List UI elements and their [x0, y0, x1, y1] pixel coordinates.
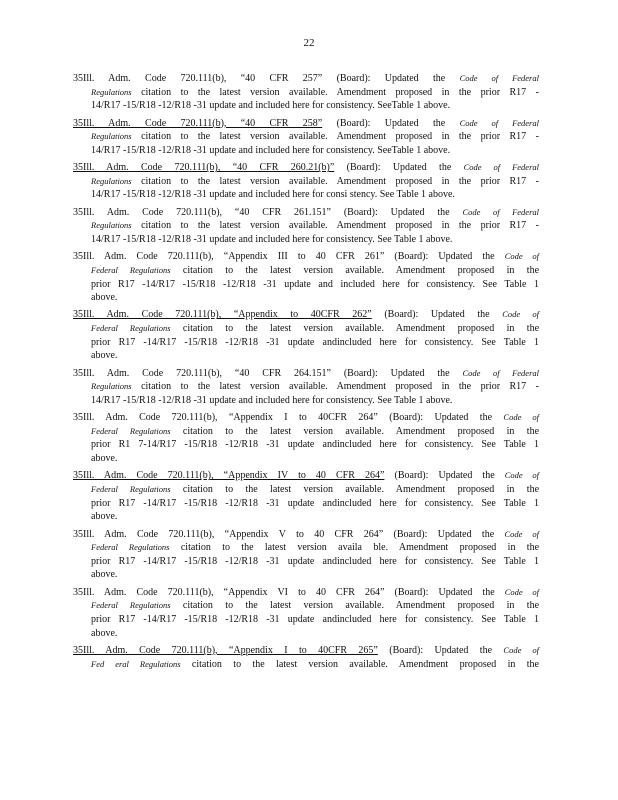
entry-heading-line	[73, 206, 539, 220]
entry-text: citation to the latest version available. Amendment proposed in the	[170, 484, 540, 495]
entry-text-line	[73, 233, 539, 247]
italic-citation-text: Federal Regulations	[91, 425, 171, 436]
amendment-entry	[73, 586, 539, 640]
entry-text-line	[73, 99, 539, 113]
italic-citation-text: Federal Regulations	[91, 264, 171, 275]
italic-citation-text: Federal Regulations	[91, 600, 171, 611]
entry-text: 14/R17 -15/R18 -12/R18 -31 update and included here for consi stency. See Table 1 above.	[91, 189, 455, 201]
entry-text-line	[73, 278, 539, 292]
italic-citation-text: Federal Regulations	[91, 484, 171, 494]
underlined-section-citation: 35Ill. Adm. Code 720.111(b), “40 CFR 260.21(b)”	[73, 162, 335, 174]
entry-heading-line	[73, 117, 539, 131]
entry-text: (Board): Updated the	[334, 162, 464, 174]
entry-text: above.	[91, 569, 118, 581]
entry-text: above.	[91, 292, 118, 304]
entry-text-line	[73, 658, 539, 672]
entry-text: 35Ill. Adm. Code 720.111(b), “40 CFR 264.151” (Board): Updated the	[73, 367, 463, 379]
entry-text: 35Ill. Adm. Code 720.111(b), “Appendix VI to 40 CFR 264” (Board): Updated the	[73, 586, 505, 598]
entry-text: 14/R17 -15/R18 -12/R18 -31 update and included here for consistency. SeeTable 1 above.	[91, 144, 451, 156]
entry-heading-line	[73, 250, 539, 264]
entry-text-line	[73, 322, 539, 336]
italic-citation-text: Code of Federal	[463, 162, 539, 173]
entry-text-line	[73, 291, 539, 305]
underlined-section-citation: 35Ill. Adm. Code 720.111(b), “Appendix IV to 40 CFR 264”	[73, 470, 385, 482]
entry-text: 35Ill. Adm. Code 720.111(b), “Appendix III to 40 CFR 261” (Board): Updated the	[73, 251, 505, 263]
entry-text-line	[73, 86, 539, 100]
entry-heading-line	[73, 586, 539, 600]
entry-text-line	[73, 613, 539, 627]
entry-text-line	[73, 568, 539, 582]
entry-text: citation to the latest version available. Amendment proposed in the	[170, 425, 540, 437]
entry-text: (Board): Updated the	[384, 470, 505, 482]
entry-text: prior R17 -14/R17 -15/R18 -12/R18 -31 update andincluded here for consistency. See Table 1	[91, 336, 539, 348]
entry-text-line	[73, 130, 539, 144]
entry-text: prior R1 7-14/R17 -15/R18 -12/R18 -31 update andincluded here for consistency. See Table 1	[91, 439, 539, 451]
italic-citation-text: Federal Regulations	[91, 323, 171, 334]
entry-text-line	[73, 175, 539, 189]
italic-citation-text: Code of Federal	[459, 73, 539, 83]
entry-text: (Board): Updated the	[377, 644, 504, 656]
entry-text: above.	[91, 511, 118, 523]
entry-text: (Board): Updated the	[322, 117, 460, 129]
entry-text-line	[73, 541, 539, 555]
entry-text-line	[73, 510, 539, 524]
entry-text: 14/R17 -15/R18 -12/R18 -31 update and included here for consistency. SeeTable 1 above.	[91, 100, 451, 112]
italic-citation-text: Code of	[502, 309, 539, 320]
entry-heading-line	[73, 644, 539, 658]
entry-heading-line	[73, 161, 539, 175]
entry-text-line	[73, 219, 539, 233]
italic-citation-text: Code of	[504, 586, 539, 597]
entry-heading-line	[73, 308, 539, 322]
entry-text: citation to the latest version available. Amendment proposed in the	[170, 264, 540, 276]
entry-text: citation to the latest version available. Amendment proposed in the prior R17 -	[131, 175, 539, 187]
entry-text-line	[73, 144, 539, 158]
underlined-section-citation: 35Ill. Adm. Code 720.111(b), “Appendix to 40CFR 262”	[73, 309, 372, 321]
entry-text-line	[73, 349, 539, 363]
entry-text-line	[73, 264, 539, 278]
entry-text-line	[73, 380, 539, 394]
amendment-entry	[73, 117, 539, 158]
entry-text: citation to the latest version available. Amendment proposed in the	[170, 600, 540, 612]
entry-text: citation to the latest version available. Amendment proposed in the prior R17 -	[131, 220, 539, 232]
entry-text: prior R17 -14/R17 -15/R18 -12/R18 -31 update and included here for consistency. See Table 1	[91, 278, 539, 290]
amendment-entry	[73, 72, 539, 113]
entry-text-line	[73, 452, 539, 466]
italic-citation-text: Regulations	[91, 220, 132, 231]
italic-citation-text: Fed eral Regulations	[91, 658, 181, 669]
entry-text: prior R17 -14/R17 -15/R18 -12/R18 -31 update andincluded here for consistency. See Table 1	[91, 497, 539, 509]
entry-text-line	[73, 599, 539, 613]
amendment-entry	[73, 469, 539, 523]
entry-text-line	[73, 336, 539, 350]
entry-text: 35Ill. Adm. Code 720.111(b), “40 CFR 257” (Board): Updated the	[73, 73, 460, 84]
italic-citation-text: Code of Federal	[462, 367, 539, 378]
amendment-entry	[73, 308, 539, 362]
italic-citation-text: Code of	[504, 251, 539, 262]
entry-heading-line	[73, 528, 539, 542]
amendment-entry	[73, 250, 539, 304]
italic-citation-text: Code of Federal	[459, 117, 539, 128]
page-number: 22	[303, 37, 315, 49]
entry-text: citation to the latest version available. Amendment proposed in the prior R17 -	[131, 131, 539, 143]
entry-text: 14/R17 -15/R18 -12/R18 -31 update and included here for consistency. See Table 1 above.	[91, 394, 453, 406]
amendment-entry	[73, 367, 539, 408]
entry-text-line	[73, 497, 539, 511]
underlined-section-citation: 35Ill. Adm. Code 720.111(b), “40 CFR 258”	[73, 117, 323, 129]
entry-text: prior R17 -14/R17 -15/R18 -12/R18 -31 update andincluded here for consistency. See Table 1	[91, 555, 539, 567]
entry-text: above.	[91, 453, 118, 465]
amendment-entries	[73, 72, 539, 675]
italic-citation-text: Regulations	[91, 175, 132, 186]
entry-heading-line	[73, 469, 539, 483]
amendment-entry	[73, 411, 539, 465]
entry-text-line	[73, 438, 539, 452]
entry-text-line	[73, 627, 539, 641]
entry-text: 14/R17 -15/R18 -12/R18 -31 update and included here for consistency. See Table 1 above.	[91, 233, 453, 245]
entry-text-line	[73, 394, 539, 408]
entry-text-line	[73, 555, 539, 569]
entry-text: (Board): Updated the	[371, 309, 503, 321]
italic-citation-text: Code of	[503, 644, 539, 655]
entry-text-line	[73, 188, 539, 202]
entry-text: citation to the latest version available. Amendment proposed in the prior R17 -	[131, 381, 539, 393]
amendment-entry	[73, 644, 539, 671]
entry-text-line	[73, 483, 539, 497]
entry-text: 35Ill. Adm. Code 720.111(b), “40 CFR 261.151” (Board): Updated the	[73, 206, 463, 218]
italic-citation-text: Regulations	[91, 381, 132, 392]
entry-text: 35Ill. Adm. Code 720.111(b), “Appendix V to 40 CFR 264” (Board): Updated the	[73, 528, 505, 540]
entry-text: above.	[91, 350, 118, 362]
entry-text: 35Ill. Adm. Code 720.111(b), “Appendix I to 40CFR 264” (Board): Updated the	[73, 412, 504, 424]
entry-heading-line	[73, 72, 539, 86]
amendment-entry	[73, 161, 539, 202]
entry-text: above.	[91, 627, 118, 639]
italic-citation-text: Federal Regulations	[91, 542, 170, 553]
italic-citation-text: Code of	[504, 470, 539, 481]
italic-citation-text: Code of Federal	[462, 206, 539, 217]
italic-citation-text: Code of	[504, 528, 539, 539]
entry-text: prior R17 -14/R17 -15/R18 -12/R18 -31 update andincluded here for consistency. See Table 1	[91, 613, 539, 625]
amendment-entry	[73, 206, 539, 247]
italic-citation-text: Regulations	[91, 131, 132, 142]
italic-citation-text: Regulations	[91, 86, 132, 97]
entry-text: citation to the latest version available. Amendment proposed in the	[170, 323, 540, 335]
entry-text: citation to the latest version availa ble. Amendment proposed in the	[169, 542, 540, 554]
entry-text-line	[73, 425, 539, 439]
entry-text: citation to the latest version available. Amendment proposed in the	[180, 658, 539, 670]
entry-heading-line	[73, 367, 539, 381]
amendment-entry	[73, 528, 539, 582]
entry-heading-line	[73, 411, 539, 425]
italic-citation-text: Code of	[503, 412, 539, 423]
entry-text: citation to the latest version available. Amendment proposed in the prior R17 -	[131, 86, 539, 98]
underlined-section-citation: 35Ill. Adm. Code 720.111(b), “Appendix I to 40CFR 265”	[73, 644, 378, 656]
